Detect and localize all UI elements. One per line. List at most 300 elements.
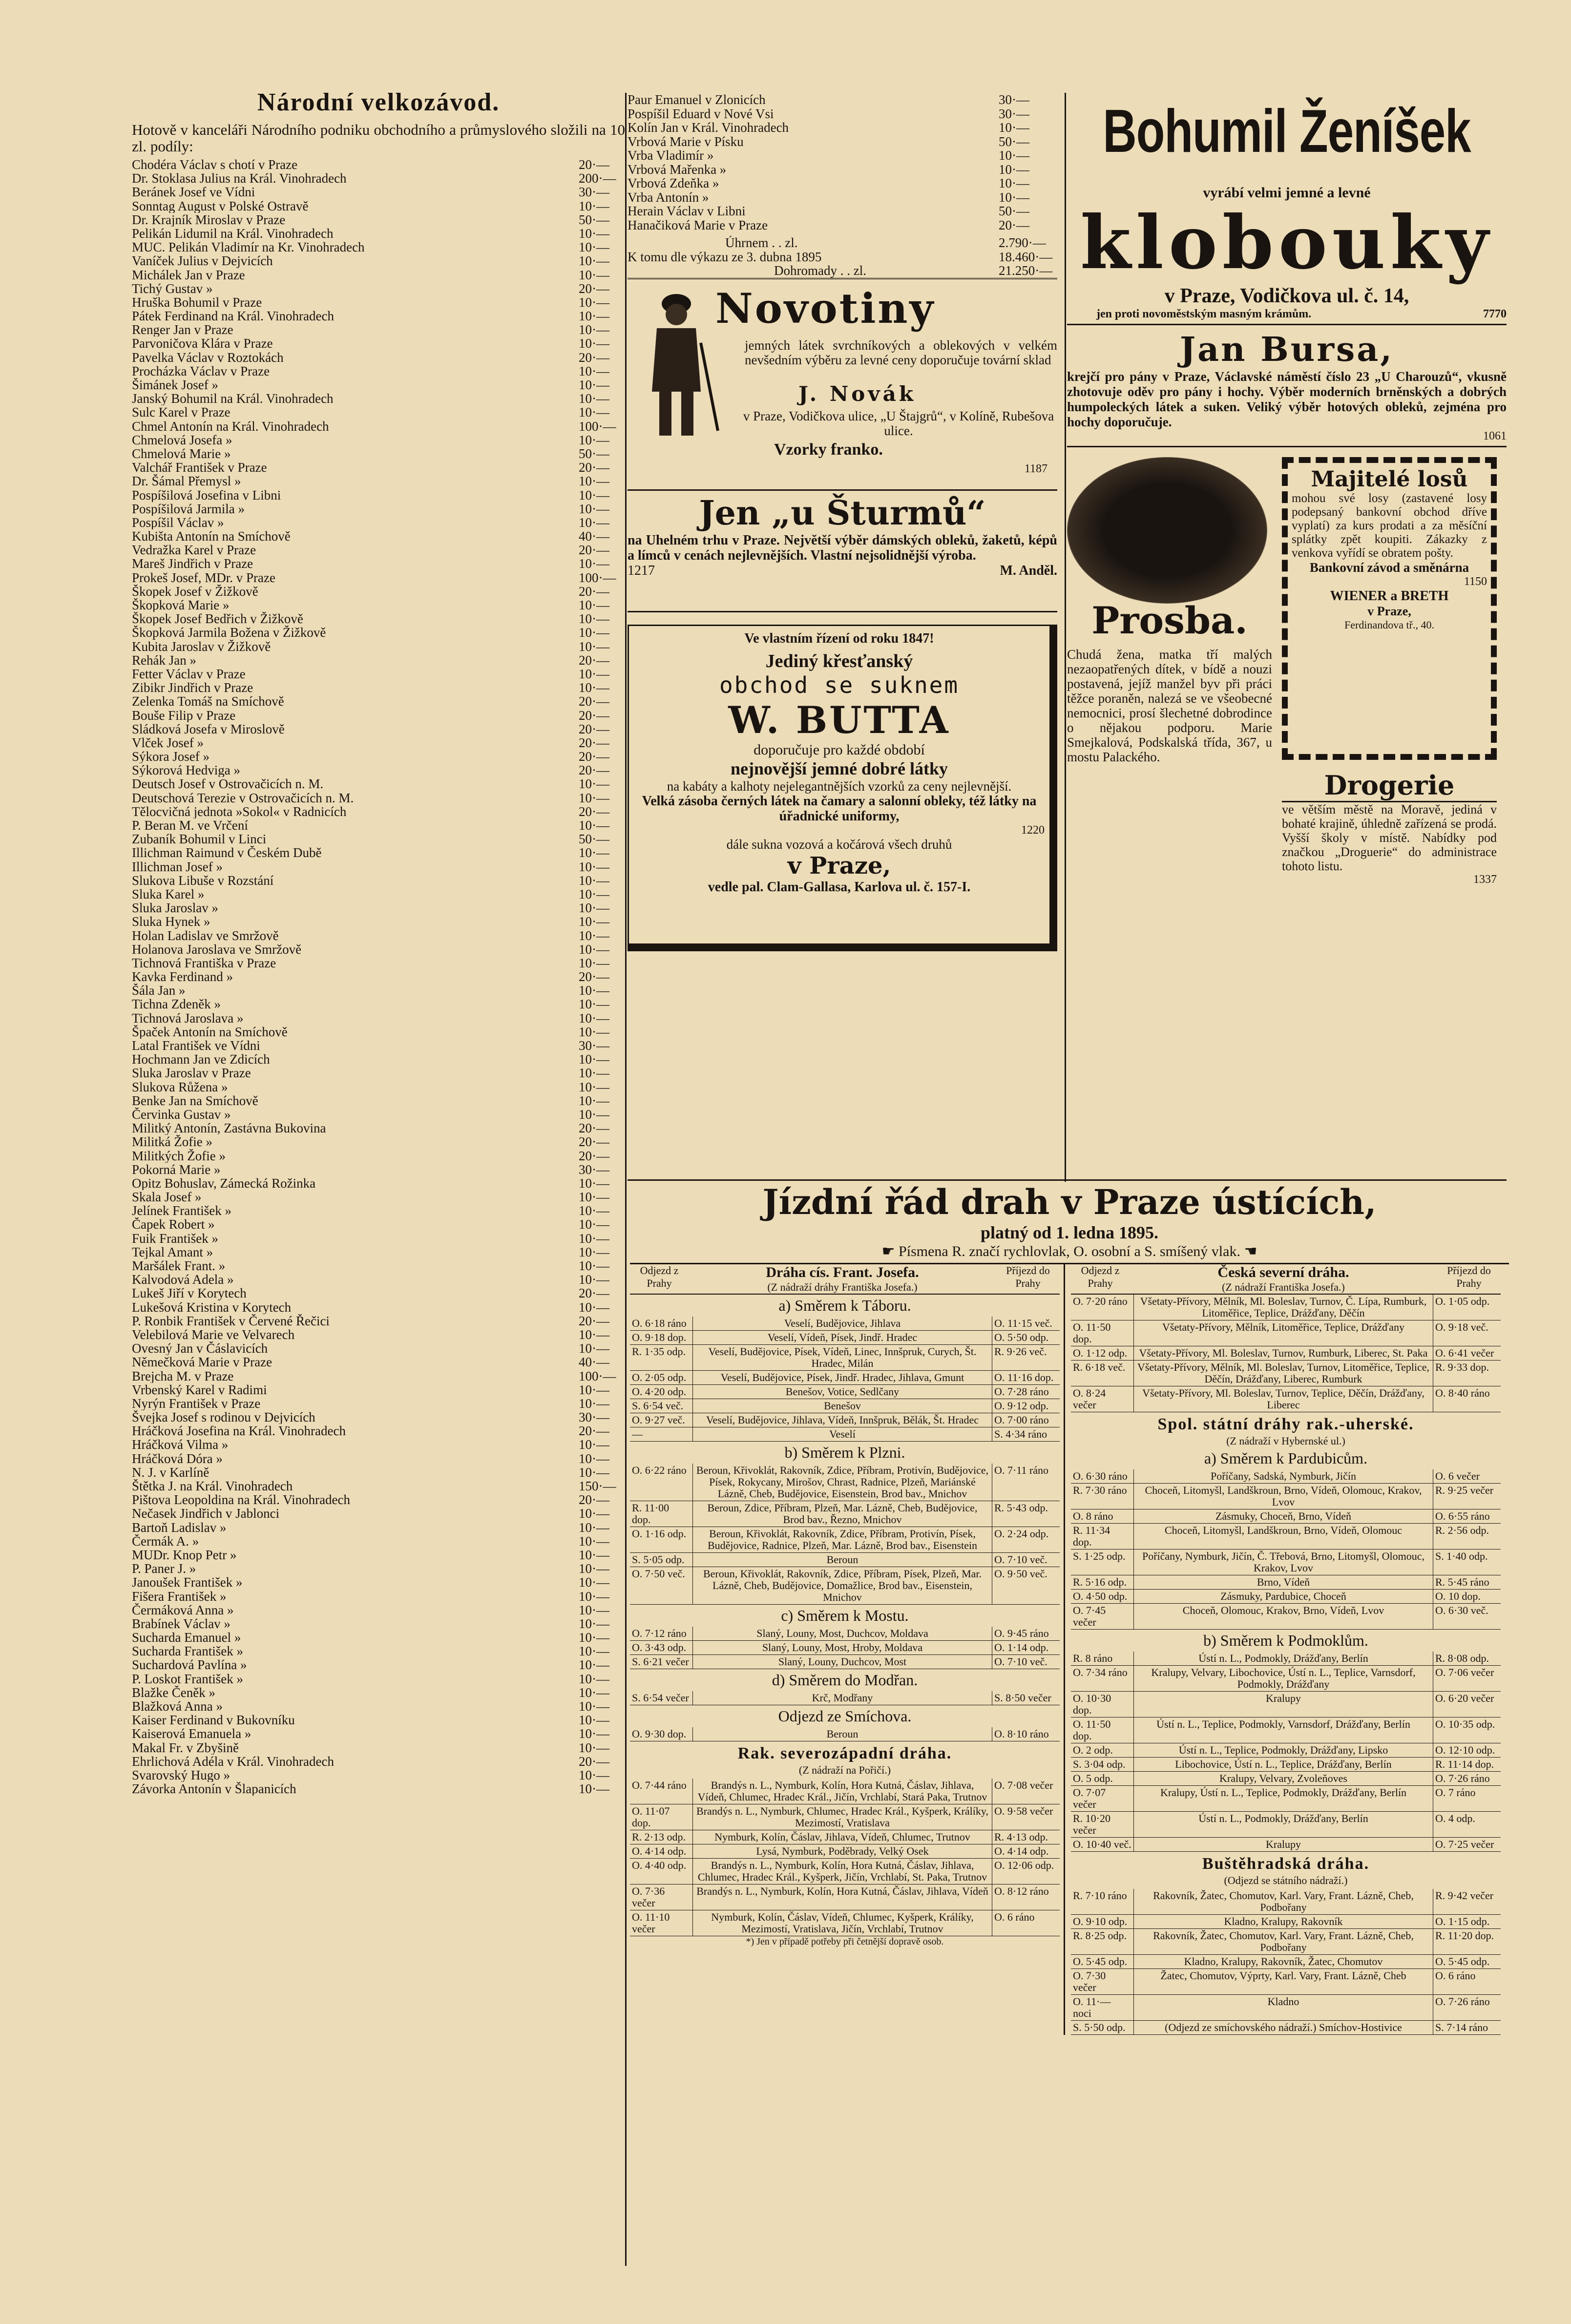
arrival-time: O. 11·16 dop. bbox=[994, 1371, 1054, 1383]
arrival-time: R. 2·56 odp. bbox=[1435, 1524, 1489, 1536]
donor-amount: 10·— bbox=[579, 1080, 609, 1094]
sum-row bbox=[628, 236, 1057, 250]
donor-amount: 10·— bbox=[579, 336, 609, 351]
donor-row bbox=[132, 392, 625, 405]
novotiny-name: J. Novák bbox=[798, 381, 916, 406]
newspaper-page bbox=[68, 73, 1514, 2290]
arrival-time: O. 7·11 ráno bbox=[994, 1464, 1048, 1476]
route-stations: Choceň, Olomouc, Krakov, Brno, Vídeň, Lvov bbox=[1133, 1604, 1433, 1629]
donor-row bbox=[132, 777, 625, 791]
donor-row bbox=[132, 1341, 625, 1355]
donor-row bbox=[132, 185, 625, 199]
route-stations: Poříčany, Sadská, Nymburk, Jičín bbox=[1133, 1469, 1433, 1483]
donor-name: Lukeš Jiří v Korytech bbox=[132, 1286, 247, 1300]
donor-amount: 10·— bbox=[579, 956, 609, 970]
donor-amount: 10·— bbox=[579, 1382, 609, 1397]
donor-name: Červinka Gustav » bbox=[132, 1107, 231, 1122]
donor-row bbox=[132, 1369, 625, 1383]
donor-name: Tichna Zdeněk » bbox=[132, 997, 221, 1011]
sec-f-note: *) Jen v případě potřeby při četnější dopravě osob. bbox=[746, 1936, 944, 1947]
train-row bbox=[1071, 1509, 1501, 1524]
donor-name: Pátek Ferdinand na Král. Vinohradech bbox=[132, 309, 335, 323]
butta-line1: Ve vlastním řízení od roku 1847! bbox=[744, 630, 934, 646]
arrival-time: O. 6·30 več. bbox=[1435, 1604, 1488, 1616]
donor-amount: 10·— bbox=[579, 818, 609, 833]
donor-amount: 10·— bbox=[579, 1327, 609, 1342]
donors-continued bbox=[628, 93, 1057, 951]
train-row bbox=[630, 1413, 1060, 1427]
donor-amount: 10·— bbox=[579, 1341, 609, 1356]
train-row bbox=[630, 1371, 1060, 1385]
departure-time: R. 11·00 dop. bbox=[632, 1502, 670, 1526]
donor-row bbox=[132, 874, 625, 887]
donor-name: Dr. Krajník Miroslav v Praze bbox=[132, 212, 286, 227]
donor-amount: 10·— bbox=[579, 1699, 609, 1714]
departure-time: O. 4·14 odp. bbox=[632, 1845, 687, 1857]
dir-r2b-heading: b) Směrem k Podmoklům. bbox=[1203, 1632, 1368, 1649]
arrival-time: O. 10·35 odp. bbox=[1435, 1718, 1495, 1730]
donor-row bbox=[132, 171, 625, 185]
donor-name: Zibikr Jindřich v Praze bbox=[132, 681, 253, 695]
donor-name: P. Paner J. » bbox=[132, 1562, 196, 1576]
donor-name: Vrbenský Karel v Radimi bbox=[132, 1382, 267, 1397]
donor-row bbox=[132, 461, 625, 474]
donor-amount: 20·— bbox=[579, 543, 609, 557]
donor-name: Sucharda František » bbox=[132, 1644, 243, 1658]
departure-time: O. 7·34 ráno bbox=[1073, 1666, 1128, 1678]
route-stations: Brno, Vídeň bbox=[1133, 1575, 1433, 1589]
departure-time: S. 6·54 večer bbox=[632, 1692, 689, 1704]
donor-row bbox=[628, 204, 1057, 218]
train-row bbox=[630, 1399, 1060, 1413]
donor-name: Čermáková Anna » bbox=[132, 1603, 234, 1617]
train-row bbox=[1071, 1524, 1501, 1549]
donor-name: Vrbová Marie v Písku bbox=[628, 134, 744, 148]
train-row bbox=[630, 1345, 1060, 1371]
train-row bbox=[1071, 1361, 1501, 1386]
donor-name: P. Ronbik František v Červené Řečici bbox=[132, 1314, 330, 1328]
drogerie-number: 1337 bbox=[1473, 873, 1497, 886]
train-row bbox=[1071, 2021, 1501, 2035]
donor-amount: 10·— bbox=[579, 1603, 609, 1617]
dir-e-heading: Odjezd ze Smíchova. bbox=[778, 1707, 912, 1725]
route-stations: Benešov bbox=[692, 1399, 992, 1413]
arrival-time: O. 5·45 odp. bbox=[1435, 1955, 1490, 1968]
departure-time: R. 11·34 dop. bbox=[1073, 1524, 1110, 1548]
donor-amount: 10·— bbox=[579, 1658, 609, 1672]
donor-amount: 10·— bbox=[579, 1204, 609, 1218]
donor-row bbox=[132, 1328, 625, 1341]
route-stations: Veselí bbox=[692, 1427, 992, 1441]
donor-amount: 10·— bbox=[579, 598, 609, 612]
schedule-top-rule bbox=[628, 1179, 1507, 1181]
donor-amount: 10·— bbox=[579, 1107, 609, 1122]
departure-time: O. 7·30 večer bbox=[1073, 1969, 1106, 1993]
right-line-title: Česká severní dráha. bbox=[1217, 1264, 1349, 1280]
donor-name: Vedražka Karel v Praze bbox=[132, 543, 256, 557]
dir-a-heading: a) Směrem k Táboru. bbox=[778, 1297, 911, 1314]
donor-amount: 10·— bbox=[579, 295, 609, 310]
donor-name: Militkých Žofie » bbox=[132, 1149, 226, 1163]
donor-row bbox=[132, 1286, 625, 1300]
donor-amount: 10·— bbox=[579, 1740, 609, 1755]
donor-name: Illichman Raimund v Českém Dubě bbox=[132, 846, 322, 860]
donor-name: MUDr. Knop Petr » bbox=[132, 1548, 237, 1562]
donor-name: Bartoň Ladislav » bbox=[132, 1520, 227, 1534]
donor-amount: 10·— bbox=[999, 176, 1029, 190]
donor-row bbox=[132, 336, 625, 350]
donor-row bbox=[132, 158, 625, 171]
train-row bbox=[1071, 1758, 1501, 1772]
rows-c bbox=[630, 1627, 1060, 1669]
donor-row bbox=[628, 176, 1057, 190]
donor-row bbox=[132, 1066, 625, 1080]
sum-value: 2.790·— bbox=[999, 236, 1046, 250]
donor-name: Kolín Jan v Král. Vinohradech bbox=[628, 121, 789, 135]
column-title: Národní velkozávod. bbox=[257, 88, 500, 116]
donor-row bbox=[132, 1232, 625, 1245]
sturm-ad bbox=[628, 494, 1057, 612]
donor-amount: 10·— bbox=[579, 1631, 609, 1645]
donor-amount: 10·— bbox=[579, 1245, 609, 1259]
donor-name: Chmel Antonín na Král. Vinohradech bbox=[132, 419, 329, 433]
donor-row bbox=[132, 1039, 625, 1052]
donor-amount: 10·— bbox=[579, 1548, 609, 1562]
train-row bbox=[630, 1804, 1060, 1830]
route-stations: Zásmuky, Pardubice, Choceň bbox=[1133, 1590, 1433, 1603]
donor-row bbox=[132, 970, 625, 984]
donor-name: Paur Emanuel v Zlonicích bbox=[628, 93, 766, 107]
arrival-time: O. 7·26 ráno bbox=[1435, 1772, 1490, 1784]
donor-name: Čermák A. » bbox=[132, 1534, 199, 1548]
bursa-number: 1061 bbox=[1067, 430, 1507, 447]
donor-name: Sluka Jaroslav v Praze bbox=[132, 1066, 251, 1080]
train-row bbox=[630, 1859, 1060, 1884]
drogerie-ad bbox=[1282, 770, 1497, 886]
train-row bbox=[630, 1317, 1060, 1331]
donor-name: Pelikán Lidumil na Král. Vinohradech bbox=[132, 226, 334, 241]
donor-amount: 10·— bbox=[579, 364, 609, 378]
donor-amount: 10·— bbox=[579, 1534, 609, 1548]
donor-amount: 10·— bbox=[579, 1520, 609, 1534]
prev-label: K tomu dle výkazu ze 3. dubna 1895 bbox=[628, 250, 822, 264]
donor-row bbox=[132, 1176, 625, 1190]
train-row bbox=[630, 1844, 1060, 1859]
donor-name: Kubita Jaroslav v Žižkově bbox=[132, 639, 271, 653]
donor-amount: 10·— bbox=[999, 148, 1029, 163]
donor-name: Nyrýn František v Praze bbox=[132, 1396, 261, 1411]
donor-row bbox=[132, 1672, 625, 1686]
donor-row bbox=[132, 901, 625, 915]
departure-time: O. 6·30 ráno bbox=[1073, 1470, 1128, 1482]
donor-row bbox=[132, 681, 625, 694]
donor-amount: 10·— bbox=[579, 1052, 609, 1067]
train-row bbox=[1071, 1915, 1501, 1929]
donor-row bbox=[132, 543, 625, 557]
donor-name: Hruška Bohumil v Praze bbox=[132, 295, 262, 310]
donor-name: Tejkal Amant » bbox=[132, 1245, 213, 1259]
losy-text: mohou své losy (zastavené losy podepsaný bankovní obchod dříve vyplatí) za kurs prodati a za měsíční splátky zpět koupiti. Zákazky z venkova vyřídí se obratem pošty. bbox=[1292, 492, 1487, 560]
train-row bbox=[630, 1627, 1060, 1641]
route-stations: Beroun bbox=[692, 1553, 992, 1567]
route-stations: Brandýs n. L., Nymburk, Kolín, Hora Kutná, Čáslav, Jihlava, Vídeň bbox=[692, 1884, 992, 1910]
donor-amount: 10·— bbox=[579, 626, 609, 640]
donor-row bbox=[132, 1190, 625, 1204]
donor-name: Rehák Jan » bbox=[132, 653, 196, 667]
donor-name: Vaníček Julius v Dejvicích bbox=[132, 254, 273, 268]
donor-name: Kavka Ferdinand » bbox=[132, 970, 233, 984]
donor-amount: 200·— bbox=[579, 171, 616, 186]
donor-name: Lukešová Kristina v Korytech bbox=[132, 1300, 292, 1314]
donor-amount: 10·— bbox=[579, 515, 609, 530]
donor-name: Pokorná Marie » bbox=[132, 1162, 221, 1176]
arrival-time: R. 11·20 dop. bbox=[1435, 1929, 1494, 1942]
donor-row bbox=[132, 474, 625, 488]
donor-row bbox=[132, 640, 625, 653]
donor-name: Illichman Josef » bbox=[132, 859, 223, 874]
arrival-time: O. 6 ráno bbox=[1435, 1969, 1476, 1982]
departure-time: O. 11·50 dop. bbox=[1073, 1321, 1111, 1345]
arrival-time: O. 12·10 odp. bbox=[1435, 1744, 1495, 1756]
route-stations: Rakovník, Žatec, Chomutov, Karl. Vary, Frant. Lázně, Cheb, Podbořany bbox=[1133, 1889, 1433, 1914]
donor-amount: 10·— bbox=[579, 1176, 609, 1191]
donor-name: Pospíšil Eduard v Nové Vsi bbox=[628, 106, 774, 121]
route-stations: Všetaty-Přívory, Mělník, Ml. Boleslav, Turnov, Č. Lípa, Rumburk, Litoměřice, Teplice, Drážďany, Děčín bbox=[1133, 1295, 1433, 1320]
butta-ad bbox=[628, 625, 1057, 951]
donor-amount: 10·— bbox=[579, 1011, 609, 1025]
donor-amount: 10·— bbox=[999, 121, 1029, 135]
route-stations: Kralupy, Velvary, Zvoleňoves bbox=[1133, 1772, 1433, 1785]
donor-amount: 10·— bbox=[579, 612, 609, 626]
dir-r2a-heading: a) Směrem k Pardubicům. bbox=[1204, 1449, 1368, 1467]
donor-row bbox=[132, 488, 625, 502]
butta-number: 1220 bbox=[1021, 823, 1045, 837]
train-row bbox=[630, 1527, 1060, 1553]
donor-row bbox=[132, 1548, 625, 1562]
route-stations: Žatec, Chomutov, Výprty, Karl. Vary, Frant. Lázně, Cheb bbox=[1133, 1969, 1433, 1994]
donor-amount: 10·— bbox=[579, 1190, 609, 1204]
donor-name: Škopková Jarmila Božena v Žižkově bbox=[132, 626, 326, 640]
donor-name: Procházka Václav v Praze bbox=[132, 364, 270, 378]
train-row bbox=[1071, 1772, 1501, 1786]
route-stations: Beroun, Křivoklát, Rakovník, Zdice, Příbram, Písek, Plzeň, Mar. Lázně, Cheb, Budějovice, Domažlice, Brod bav., Eisenstein, Mnichov bbox=[692, 1567, 992, 1604]
sturm-footer bbox=[628, 563, 1057, 579]
donor-name: Kaiserová Emanuela » bbox=[132, 1727, 251, 1741]
departure-time: O. 7·36 večer bbox=[632, 1885, 665, 1909]
donor-amount: 10·— bbox=[999, 190, 1029, 204]
donor-name: Slukova Růžena » bbox=[132, 1080, 228, 1094]
donor-row bbox=[132, 1121, 625, 1135]
dark-oval-icon bbox=[1067, 457, 1267, 604]
train-row bbox=[1071, 1812, 1501, 1838]
losy-number: 1150 bbox=[1464, 575, 1487, 588]
donor-row bbox=[132, 240, 625, 254]
route-stations: Všetaty-Přívory, Ml. Boleslav, Turnov, Rumburk, Liberec, St. Paka bbox=[1133, 1346, 1433, 1360]
donor-row bbox=[132, 1438, 625, 1451]
departure-time: R. 7·30 ráno bbox=[1073, 1484, 1127, 1496]
donor-row bbox=[628, 107, 1057, 121]
donor-name: Deutschová Terezie v Ostrovačicích n. M. bbox=[132, 791, 354, 805]
departure-time: R. 5·16 odp. bbox=[1073, 1576, 1127, 1588]
donor-row bbox=[132, 942, 625, 956]
arrival-time: R. 4·13 odp. bbox=[994, 1831, 1048, 1843]
departure-time: O. 6·18 ráno bbox=[632, 1317, 687, 1329]
donor-row bbox=[132, 1355, 625, 1369]
route-stations: Všetaty-Přívory, Mělník, Ml. Boleslav, Turnov, Litoměřice, Teplice, Děčín, Drážďany, Liberec, Rumburk bbox=[1133, 1361, 1433, 1386]
donor-row bbox=[132, 1507, 625, 1520]
train-row bbox=[1071, 1995, 1501, 2021]
donor-row bbox=[132, 915, 625, 928]
butta-line2: Jediný křesťanský bbox=[765, 650, 913, 671]
donor-row bbox=[132, 405, 625, 419]
donor-row bbox=[132, 1479, 625, 1493]
arrival-time: S. 8·50 večer bbox=[994, 1692, 1051, 1704]
route-stations: Ústí n. L., Teplice, Podmokly, Varnsdorf, Drážďany, Berlín bbox=[1133, 1717, 1433, 1743]
donor-name: Valchář František v Praze bbox=[132, 461, 267, 475]
route-stations: Choceň, Litomyšl, Landškroun, Brno, Vídeň, Olomouc, Krakov, Lvov bbox=[1133, 1484, 1433, 1509]
donor-name: Vrba Antonín » bbox=[628, 190, 709, 204]
donor-name: Tichnová Františka v Praze bbox=[132, 956, 276, 970]
sturm-name: M. Anděl. bbox=[1000, 563, 1057, 578]
donor-row bbox=[132, 598, 625, 612]
train-row bbox=[1071, 1889, 1501, 1915]
arrival-time: O. 7·10 več. bbox=[994, 1655, 1047, 1668]
donor-name: Bouše Filip v Praze bbox=[132, 708, 236, 722]
donor-amount: 10·— bbox=[579, 928, 609, 942]
train-row bbox=[1071, 1666, 1501, 1692]
donor-row bbox=[132, 1383, 625, 1397]
donor-name: Ehrlichová Adéla v Král. Vinohradech bbox=[132, 1754, 334, 1768]
donor-name: Prokeš Josef, MDr. v Praze bbox=[132, 570, 275, 585]
butta-line3: obchod se suknem bbox=[719, 671, 960, 698]
rows-d bbox=[630, 1691, 1060, 1705]
donor-amount: 20·— bbox=[579, 750, 609, 764]
donor-row bbox=[132, 846, 625, 859]
lower-ads bbox=[1067, 457, 1507, 941]
railway-schedule bbox=[630, 1182, 1509, 2035]
donor-row bbox=[132, 1149, 625, 1163]
donor-name: Ovesný Jan v Čáslavicích bbox=[132, 1341, 268, 1356]
donor-row bbox=[132, 1397, 625, 1410]
donor-amount: 20·— bbox=[579, 584, 609, 598]
donor-name: Chmelová Marie » bbox=[132, 446, 231, 461]
donor-name: Holan Ladislav ve Smržově bbox=[132, 928, 279, 942]
route-stations: Krč, Modřany bbox=[692, 1691, 992, 1705]
arrival-time: O. 7·06 večer bbox=[1435, 1666, 1494, 1678]
novotiny-ad bbox=[628, 284, 1057, 491]
donor-amount: 10·— bbox=[579, 378, 609, 392]
hand-icon: ☛ bbox=[881, 1243, 899, 1259]
route-stations: Kralupy, Velvary, Libochovice, Ústí n. L., Teplice, Varnsdorf, Podmokly, Drážďany bbox=[1133, 1666, 1433, 1691]
donor-row bbox=[132, 433, 625, 447]
donor-name: Šála Jan » bbox=[132, 984, 186, 998]
prev-row bbox=[628, 250, 1057, 264]
butta-line9: dále sukna vozová a kočárová všech druhů bbox=[726, 837, 952, 852]
donor-amount: 20·— bbox=[579, 1135, 609, 1149]
donor-row bbox=[132, 1521, 625, 1534]
donor-amount: 100·— bbox=[579, 419, 616, 433]
donor-name: Janoušek František » bbox=[132, 1575, 243, 1590]
sec-r2-heading: Spol. státní dráhy rak.-uherské. bbox=[1157, 1415, 1414, 1433]
arrival-time: O. 6 večer bbox=[1435, 1470, 1480, 1482]
departure-time: O. 4·50 odp. bbox=[1073, 1590, 1128, 1602]
zenisek-name: Bohumil Ženíšek bbox=[1103, 97, 1471, 166]
route-stations: Kladno, Kralupy, Rakovník bbox=[1133, 1915, 1433, 1928]
donor-row bbox=[132, 378, 625, 392]
arrival-time: O. 9·45 ráno bbox=[994, 1627, 1049, 1639]
donor-name: Militká Žofie » bbox=[132, 1135, 212, 1149]
departure-time: O. 2 odp. bbox=[1073, 1744, 1113, 1756]
donor-amount: 10·— bbox=[579, 309, 609, 323]
donor-amount: 10·— bbox=[579, 1025, 609, 1039]
departure-time: O. 7·50 več. bbox=[632, 1568, 685, 1580]
right-line-header bbox=[1130, 1264, 1437, 1294]
donor-row bbox=[132, 1713, 625, 1727]
donor-row bbox=[132, 309, 625, 323]
route-stations: Veselí, Budějovice, Písek, Jindř. Hradec, Jihlava, Gmunt bbox=[692, 1371, 992, 1384]
donor-name: Pavelka Václav v Roztokách bbox=[132, 350, 284, 364]
route-stations: Kralupy, Ústí n. L., Teplice, Podmokly, Drážďany, Berlín bbox=[1133, 1786, 1433, 1811]
train-row bbox=[630, 1567, 1060, 1605]
donor-row bbox=[132, 750, 625, 763]
departure-time: O. 2·05 odp. bbox=[632, 1371, 687, 1383]
butta-line8: Velká zásoba černých látek na čamary a salonní obleky, též látky na úřadnické uniformy, bbox=[642, 793, 1037, 824]
donor-row bbox=[132, 1534, 625, 1548]
route-stations: Benešov, Votice, Sedlčany bbox=[692, 1385, 992, 1399]
donor-row bbox=[132, 791, 625, 805]
departure-time: R. 2·13 odp. bbox=[632, 1831, 686, 1843]
arrival-time: R. 9·25 večer bbox=[1435, 1484, 1494, 1496]
donor-row bbox=[132, 1452, 625, 1466]
donor-row bbox=[132, 1631, 625, 1644]
donor-row bbox=[132, 805, 625, 818]
donor-name: Škopková Marie » bbox=[132, 598, 230, 612]
donor-name: Blažke Čeněk » bbox=[132, 1685, 215, 1699]
novotiny-number: 1187 bbox=[1024, 462, 1047, 475]
arrival-time: O. 6·55 ráno bbox=[1435, 1510, 1490, 1522]
donor-name: Fetter Václav v Praze bbox=[132, 667, 246, 681]
donor-amount: 10·— bbox=[579, 639, 609, 653]
donor-name: Hráčková Vilma » bbox=[132, 1438, 229, 1452]
train-row bbox=[630, 1427, 1060, 1442]
donor-row bbox=[132, 1466, 625, 1479]
right-line-subtitle: (Z nádraží Františka Josefa.) bbox=[1222, 1281, 1345, 1293]
donor-amount: 20·— bbox=[579, 970, 609, 984]
donor-name: Hráčková Dóra » bbox=[132, 1451, 223, 1466]
donor-amount: 20·— bbox=[579, 350, 609, 364]
arrival-time: O. 7·28 ráno bbox=[994, 1385, 1049, 1398]
donor-amount: 10·— bbox=[579, 405, 609, 419]
donor-amount: 10·— bbox=[579, 488, 609, 502]
butta-line10: v Praze, bbox=[787, 852, 891, 879]
arrival-time: O. 10 dop. bbox=[1435, 1590, 1481, 1602]
arrival-time: O. 8·40 ráno bbox=[1435, 1387, 1490, 1399]
arrival-time: R. 5·45 ráno bbox=[1435, 1576, 1489, 1588]
arrival-time: O. 9·18 več. bbox=[1435, 1321, 1488, 1333]
donor-name: Opitz Bohuslav, Zámecká Rožinka bbox=[132, 1176, 316, 1191]
arrival-time: O. 1·05 odp. bbox=[1435, 1295, 1490, 1307]
train-row bbox=[630, 1910, 1060, 1936]
donor-name: Kalvodová Adela » bbox=[132, 1273, 234, 1287]
donor-name: Vrbová Mařenka » bbox=[628, 162, 727, 176]
donor-amount: 20·— bbox=[579, 1286, 609, 1300]
train-row bbox=[630, 1501, 1060, 1527]
donor-row bbox=[132, 709, 625, 722]
donor-amount: 10·— bbox=[579, 846, 609, 860]
donor-row bbox=[132, 351, 625, 364]
donor-name: Sýkorová Hedviga » bbox=[132, 763, 240, 777]
schedule-note-text: Písmena R. značí rychlovlak, O. osobní a S. smíšený vlak. bbox=[899, 1243, 1240, 1259]
